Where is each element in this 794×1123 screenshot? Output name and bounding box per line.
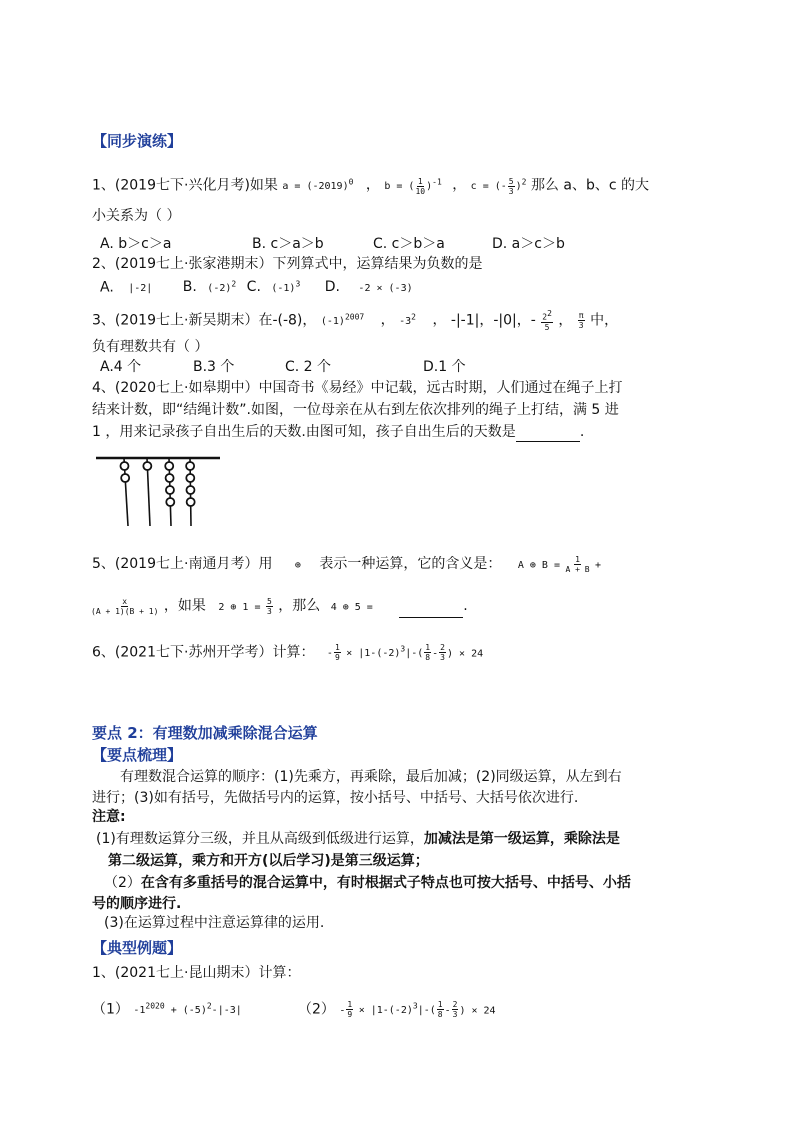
note-3: (3)在运算过程中注意运算律的运用. (104, 915, 325, 931)
ex1-p2-fraction-1: $\frac{1}{9}$ (347, 999, 353, 1019)
knot (120, 462, 128, 470)
question-1-line1: 1、(2019七下·兴化月考)如果 $a = (-2019)^0$ ， b = ( $\frac{1}{10}$ )$^{-1}$ ， c = (- $\frac{5}{3}$ )$^2$ 那么 a、b、c 的大 (92, 176, 650, 196)
section-heading-summary: 【要点梳理】 (92, 746, 183, 764)
q3-fraction-2: $\frac{\pi}{3}$ (578, 310, 584, 330)
q6-fraction-3: $\frac{2}{3}$ (440, 642, 445, 662)
knot (186, 486, 194, 494)
knot (166, 498, 174, 506)
q5-fraction-1: $\frac{1}{A + B}$ (565, 554, 590, 574)
section-heading-examples: 【典型例题】 (92, 939, 183, 957)
q3-fraction-1: $\frac{2^2}{5}$ (542, 309, 552, 332)
question-3-line2: 负有理数共有（ ） (92, 339, 209, 355)
example-1-part-1: （1） $-1^{2020} + (-5)^2-|-3|$ (92, 1001, 242, 1018)
ropes-group (120, 458, 194, 526)
q3-option-b: B.3 个 (193, 359, 235, 375)
q1-prefix: 1、(2019七下·兴化月考)如果 (92, 177, 278, 194)
knot-rope-figure (92, 452, 232, 532)
q1-suffix: 那么 a、b、c 的大 (530, 177, 650, 194)
q5-operator: ⊕ (294, 560, 301, 571)
question-2: 2、(2019七上·张家港期末）下列算式中，运算结果为负数的是 (92, 256, 483, 272)
q5-definition-lhs: A ⊕ B = (517, 560, 560, 571)
q3-option-a: A.4 个 (100, 359, 142, 375)
note-title: 注意: (92, 809, 126, 825)
question-5-line2: $\frac{x}{(A + 1)(B + 1)}$ ，如果 2 ⊕ 1 = $\frac{5}{3}$ ，那么 4 ⊕ 5 = . (90, 596, 468, 618)
q5-question-expr: 4 ⊕ 5 = (330, 602, 373, 613)
q5-fraction-2: $\frac{x}{(A + 1)(B + 1)}$ (91, 596, 159, 616)
q1-b-expr: b = ( $\frac{1}{10}$ )$^{-1}$ (384, 176, 442, 196)
q3-option-d: D.1 个 (423, 359, 466, 375)
question-5-line1: 5、(2019七上·南通月考）用 ⊕ 表示一种运算，它的含义是： A ⊕ B = $\frac{1}{A + B}$ + (92, 554, 602, 574)
summary-paragraph-line2: 进行；(3)如有括号，先做括号内的运算，按小括号、中括号、大括号依次进行. (92, 790, 579, 806)
knot (166, 474, 174, 482)
ex1-p2-fraction-2: $\frac{1}{8}$ (437, 999, 443, 1019)
q1-option-b: B. c＞a＞b (252, 236, 324, 252)
knot (165, 462, 173, 470)
q6-fraction-2: $\frac{1}{8}$ (425, 642, 431, 662)
q3-expr-2: $-3^2$ (399, 313, 416, 328)
example-1: 1、(2021七上·昆山期末）计算： (92, 965, 301, 981)
q1-a-expr: $a = (-2019)^0$ (282, 178, 354, 193)
q2-option-a: |-2| (128, 283, 153, 295)
q1-option-c: C. c＞b＞a (373, 236, 445, 252)
summary-paragraph-line1: 有理数混合运算的顺序：(1)先乘方，再乘除，最后加减；(2)同级运算，从左到右 (120, 769, 622, 785)
question-4-line2: 结来计数，即“结绳计数”.如图，一位母亲在从右到左依次排列的绳子上打结，满 5 进 (92, 402, 619, 418)
example-1-part-2: （2） - $\frac{1}{9}$ × $|1-(-2)^3|-$( $\frac{1}{8}$ - $\frac{2}{3}$ ) × 24 (298, 999, 496, 1019)
note-1-line1: (1)有理数运算分三级，并且从高级到低级进行运算，加减法是第一级运算，乘除法是 (96, 831, 620, 847)
knot (187, 498, 195, 506)
example-1-part-2-expr: × $|1-(-2)^3|-$( (358, 1002, 436, 1017)
q3-option-c: C. 2 个 (285, 359, 332, 375)
example-1-part-1-expr: $-1^{2020} + (-5)^2-|-3|$ (133, 1002, 242, 1017)
note-1-line2: 第二级运算，乘方和开方(以后学习)是第三级运算； (108, 853, 429, 869)
question-6: 6、(2021七下·苏州开学考）计算： - $\frac{1}{9}$ × $|1-(-2)^3|-$( $\frac{1}{8}$ - $\frac{2}{3}$ ) × 24 (92, 642, 484, 662)
knot (166, 486, 174, 494)
q2-options: A. |-2| B. $(-2)^2$ C. $(-1)^3$ D. -2 × (-3) (100, 279, 413, 296)
q6-expression: × $|1-(-2)^3|-$( (346, 645, 424, 660)
q5-condition-fraction: $\frac{5}{3}$ (266, 596, 272, 616)
knot (121, 474, 129, 482)
q5-condition: 2 ⊕ 1 = (218, 602, 261, 613)
question-4-line1: 4、(2020七上·如皋期中）中国奇书《易经》中记载，远古时期，人们通过在绳子上打 (92, 380, 623, 396)
question-3-line1: 3、(2019七上·新吴期末）在-(-8)， $(-1)^{2007}$ ， $-3^2$ ， -|-1|，-|0|，- $\frac{2^2}{5}$ ， $\frac{\pi}{3}$ 中， (92, 309, 619, 332)
section-title-key-point-2: 要点 2：有理数加减乘除混合运算 (92, 724, 318, 742)
q1-c-expr: c = (- $\frac{5}{3}$ )$^2$ (470, 176, 527, 196)
q2-option-b: $(-2)^2$ (207, 280, 237, 295)
q1-option-a: A. b＞c＞a (100, 236, 172, 252)
knot (143, 462, 151, 470)
knot (186, 462, 194, 470)
section-heading-practice: 【同步演练】 (92, 132, 183, 150)
note-2-line2: 号的顺序进行. (92, 896, 182, 912)
q3-expr-1: $(-1)^{2007}$ (320, 313, 365, 328)
q1-option-d: D. a＞c＞b (492, 236, 565, 252)
knot (186, 474, 194, 482)
question-4-line3: 1 ，用来记录孩子自出生后的天数.由图可知，孩子自出生后的天数是 . (92, 424, 585, 440)
q6-fraction-1: $\frac{1}{9}$ (334, 642, 340, 662)
q2-option-d: -2 × (-3) (358, 283, 413, 295)
q2-option-c: $(-1)^3$ (271, 280, 301, 295)
note-2-line1: （2）在含有多重括号的混合运算中，有时根据式子特点也可按大括号、中括号、小括 (104, 875, 631, 891)
q5-answer-blank (399, 603, 463, 618)
q4-answer-blank (516, 427, 580, 442)
ex1-p2-fraction-3: $\frac{2}{3}$ (452, 999, 458, 1019)
question-1-line2: 小关系为（ ） (92, 208, 181, 224)
q3-expr-3: -|-1|，-|0|，- (450, 312, 536, 329)
